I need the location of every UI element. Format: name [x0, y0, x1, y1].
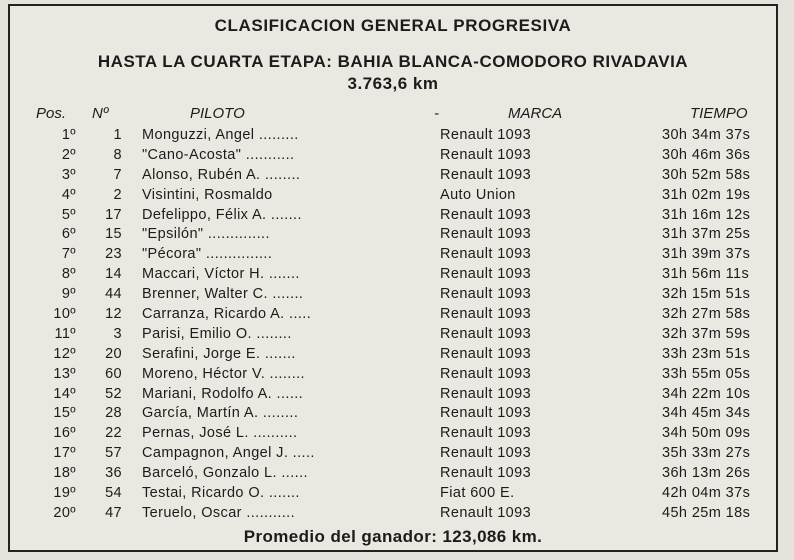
- make-cell: Renault 1093: [440, 226, 532, 243]
- column-header-pos: Pos.: [36, 105, 67, 122]
- table-row: [10, 484, 776, 504]
- time-cell: 32h 15m 51s: [662, 286, 751, 303]
- car-number-cell: 23: [105, 246, 122, 263]
- make-cell: Renault 1093: [440, 425, 532, 442]
- time-cell: 34h 50m 09s: [662, 425, 751, 442]
- car-number-cell: 2: [113, 186, 122, 203]
- time-cell: 34h 45m 34s: [662, 405, 751, 422]
- table-row: [10, 225, 776, 245]
- table-title: CLASIFICACION GENERAL PROGRESIVA: [214, 16, 572, 35]
- make-cell: Renault 1093: [440, 306, 532, 323]
- car-number-cell: 17: [105, 206, 122, 223]
- table-row: [10, 186, 776, 206]
- winner-average: Promedio del ganador: 123,086 km.: [243, 527, 543, 546]
- column-header-row: [10, 105, 776, 123]
- table-row: [10, 504, 776, 524]
- table-row: [10, 424, 776, 444]
- classification-rows: [10, 126, 776, 524]
- make-cell: Renault 1093: [440, 385, 532, 402]
- time-cell: 30h 52m 58s: [662, 166, 751, 183]
- car-number-cell: 54: [105, 485, 122, 502]
- make-cell: Fiat 600 E.: [440, 485, 515, 502]
- time-cell: 32h 37m 59s: [662, 325, 751, 342]
- driver-cell: Alonso, Rubén A. ........: [142, 166, 301, 183]
- make-cell: Renault 1093: [440, 405, 532, 422]
- table-row: [10, 325, 776, 345]
- car-number-cell: 3: [113, 325, 122, 342]
- driver-cell: "Pécora" ...............: [142, 246, 273, 263]
- driver-cell: Monguzzi, Angel .........: [142, 127, 299, 143]
- position-cell: 9º: [61, 286, 76, 303]
- column-header-tiempo: TIEMPO: [690, 105, 748, 122]
- car-number-cell: 52: [105, 385, 122, 402]
- driver-cell: Campagnon, Angel J. .....: [142, 445, 315, 462]
- table-row: [10, 365, 776, 385]
- table-row: [10, 206, 776, 226]
- car-number-cell: 28: [105, 405, 122, 422]
- table-row: [10, 385, 776, 405]
- driver-cell: "Cano-Acosta" ...........: [142, 146, 295, 163]
- car-number-cell: 47: [105, 504, 122, 521]
- driver-cell: "Epsilón" ..............: [142, 226, 270, 243]
- make-cell: Renault 1093: [440, 325, 532, 342]
- position-cell: 4º: [61, 186, 76, 203]
- car-number-cell: 22: [105, 425, 122, 442]
- driver-cell: Moreno, Héctor V. ........: [142, 365, 305, 382]
- car-number-cell: 12: [105, 306, 122, 323]
- position-cell: 3º: [61, 166, 76, 183]
- time-cell: 42h 04m 37s: [662, 485, 751, 502]
- driver-cell: Parisi, Emilio O. ........: [142, 325, 292, 342]
- make-cell: Renault 1093: [440, 166, 532, 183]
- position-cell: 19º: [53, 485, 76, 502]
- car-number-cell: 7: [113, 166, 122, 183]
- car-number-cell: 15: [105, 226, 122, 243]
- position-cell: 18º: [53, 465, 76, 482]
- make-cell: Renault 1093: [440, 206, 532, 223]
- driver-cell: Defelippo, Félix A. .......: [142, 206, 302, 223]
- car-number-cell: 14: [105, 266, 122, 283]
- position-cell: 17º: [53, 445, 76, 462]
- table-row: [10, 285, 776, 305]
- position-cell: 12º: [53, 345, 76, 362]
- make-cell: Renault 1093: [440, 465, 532, 482]
- driver-cell: Brenner, Walter C. .......: [142, 286, 304, 303]
- driver-cell: Visintini, Rosmaldo: [142, 186, 273, 203]
- table-row: [10, 245, 776, 265]
- make-cell: Renault 1093: [440, 246, 532, 263]
- time-cell: 31h 39m 37s: [662, 246, 751, 263]
- make-cell: Renault 1093: [440, 286, 532, 303]
- make-cell: Renault 1093: [440, 504, 532, 521]
- position-cell: 11º: [54, 325, 76, 342]
- car-number-cell: 20: [105, 345, 122, 362]
- stage-distance: 3.763,6 km: [347, 74, 439, 93]
- table-row: [10, 146, 776, 166]
- table-row: [10, 404, 776, 424]
- time-cell: 31h 37m 25s: [662, 226, 751, 243]
- driver-cell: Teruelo, Oscar ...........: [142, 504, 296, 521]
- make-cell: Auto Union: [440, 186, 516, 203]
- make-cell: Renault 1093: [440, 365, 532, 382]
- column-header-num: Nº: [92, 105, 109, 122]
- position-cell: 10º: [53, 306, 76, 323]
- driver-cell: Carranza, Ricardo A. .....: [142, 306, 312, 323]
- column-header-dash: -: [434, 105, 439, 122]
- make-cell: Renault 1093: [440, 266, 532, 283]
- position-cell: 13º: [53, 365, 76, 382]
- time-cell: 31h 02m 19s: [662, 186, 751, 203]
- driver-cell: Maccari, Víctor H. .......: [142, 266, 300, 283]
- position-cell: 14º: [53, 385, 76, 402]
- position-cell: 8º: [61, 266, 76, 283]
- car-number-cell: 44: [105, 286, 122, 303]
- stage-subtitle: HASTA LA CUARTA ETAPA: BAHIA BLANCA-COMODORO RIVADAVIA: [97, 52, 689, 71]
- car-number-cell: 8: [113, 146, 122, 163]
- table-row: [10, 444, 776, 464]
- column-header-marca: MARCA: [508, 105, 563, 122]
- time-cell: 30h 46m 36s: [662, 146, 751, 163]
- driver-cell: Testai, Ricardo O. .......: [142, 485, 300, 502]
- position-cell: 5º: [61, 206, 76, 223]
- classification-table-box: [8, 4, 778, 552]
- position-cell: 1º: [61, 127, 76, 143]
- time-cell: 45h 25m 18s: [662, 504, 751, 521]
- driver-cell: Pernas, José L. ..........: [142, 425, 298, 442]
- time-cell: 33h 23m 51s: [662, 345, 751, 362]
- time-cell: 31h 56m 11s: [662, 266, 750, 283]
- time-cell: 32h 27m 58s: [662, 306, 751, 323]
- make-cell: Renault 1093: [440, 445, 532, 462]
- driver-cell: Barceló, Gonzalo L. ......: [142, 465, 308, 482]
- time-cell: 30h 34m 37s: [662, 127, 751, 143]
- position-cell: 15º: [53, 405, 76, 422]
- position-cell: 20º: [53, 504, 76, 521]
- table-row: [10, 166, 776, 186]
- car-number-cell: 57: [105, 445, 122, 462]
- make-cell: Renault 1093: [440, 127, 532, 143]
- driver-cell: García, Martín A. ........: [142, 405, 299, 422]
- position-cell: 2º: [61, 146, 76, 163]
- table-row: [10, 265, 776, 285]
- car-number-cell: 60: [105, 365, 122, 382]
- column-header-piloto: PILOTO: [190, 105, 245, 122]
- time-cell: 36h 13m 26s: [662, 465, 751, 482]
- position-cell: 7º: [61, 246, 76, 263]
- driver-cell: Mariani, Rodolfo A. ......: [142, 385, 304, 402]
- table-row: [10, 345, 776, 365]
- car-number-cell: 1: [113, 127, 122, 143]
- table-row: [10, 305, 776, 325]
- table-row: [10, 126, 776, 146]
- position-cell: 16º: [53, 425, 76, 442]
- time-cell: 34h 22m 10s: [662, 385, 751, 402]
- position-cell: 6º: [61, 226, 76, 243]
- car-number-cell: 36: [105, 465, 122, 482]
- driver-cell: Serafini, Jorge E. .......: [142, 345, 296, 362]
- time-cell: 31h 16m 12s: [662, 206, 751, 223]
- time-cell: 35h 33m 27s: [662, 445, 751, 462]
- time-cell: 33h 55m 05s: [662, 365, 751, 382]
- make-cell: Renault 1093: [440, 345, 532, 362]
- make-cell: Renault 1093: [440, 146, 532, 163]
- table-row: [10, 464, 776, 484]
